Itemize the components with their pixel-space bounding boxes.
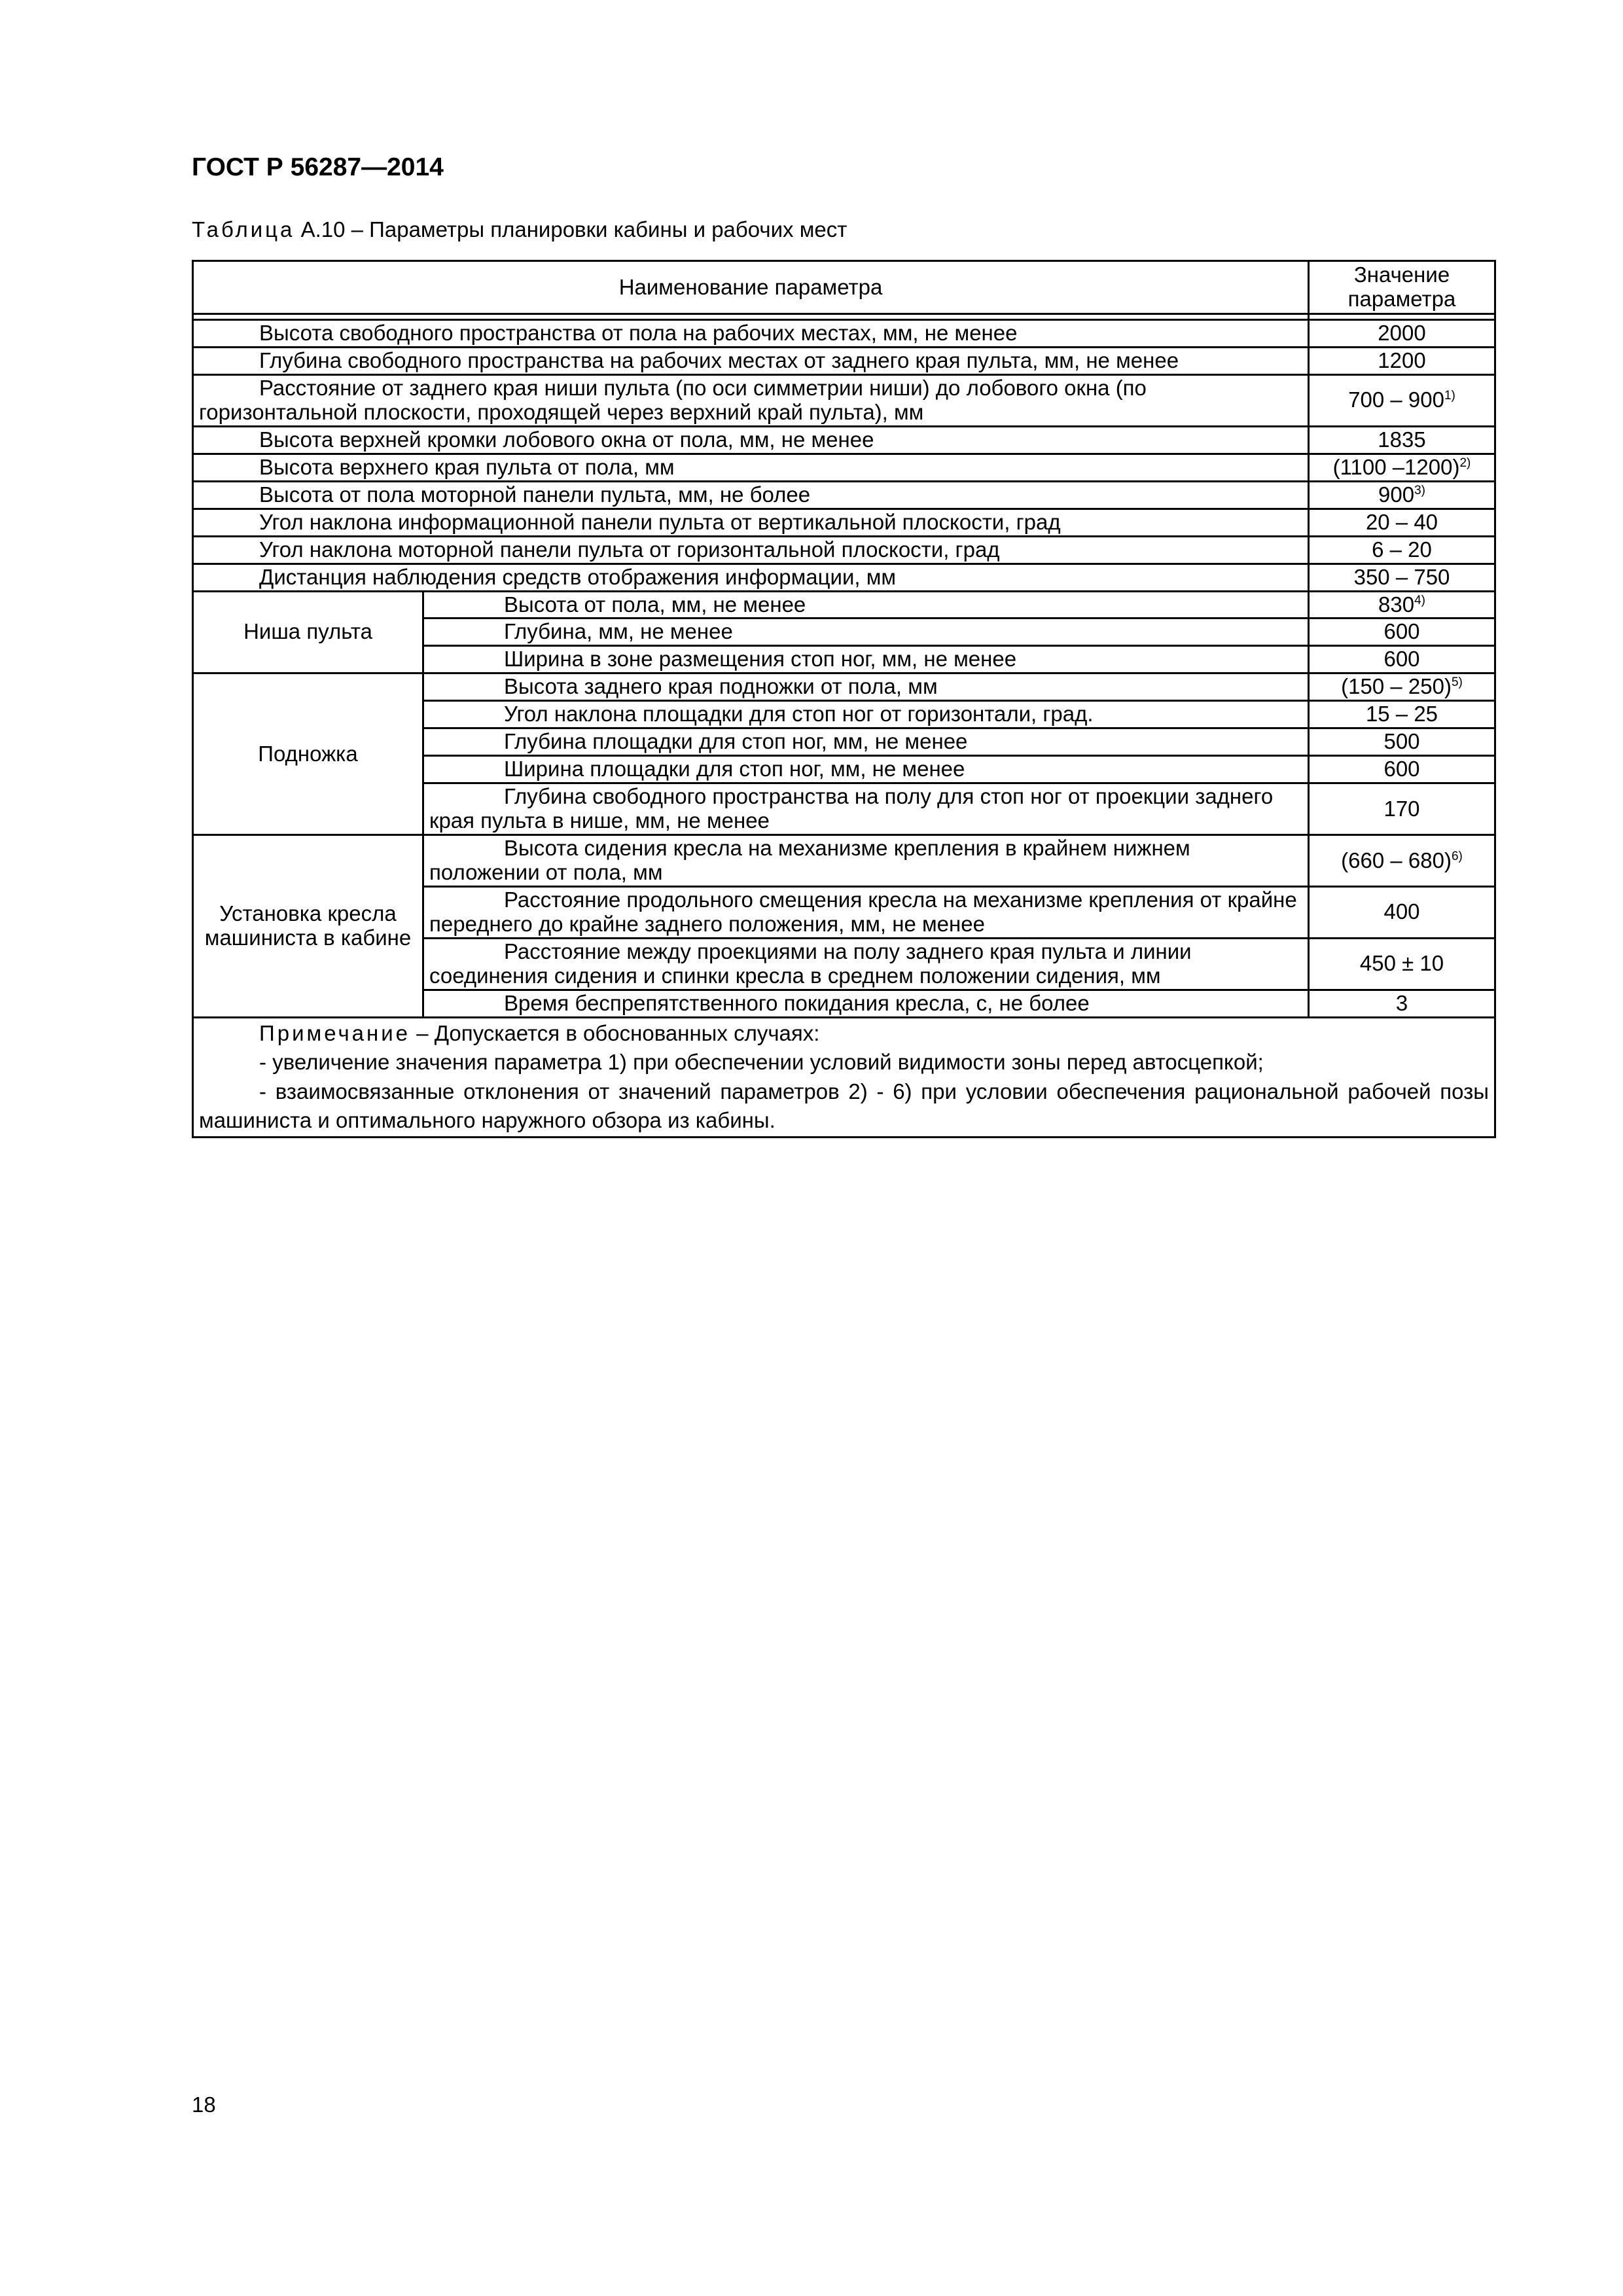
- column-header-value: Значение параметра: [1309, 261, 1495, 314]
- document-header: ГОСТ Р 56287—2014: [192, 153, 444, 181]
- param-name: Высота верхнего края пульта от пола, мм: [193, 454, 1309, 481]
- param-name: Высота сидения кресла на механизме крепления в крайнем нижнем положении от пола, мм: [423, 835, 1309, 887]
- param-value: 600: [1309, 646, 1495, 673]
- table-row: [193, 835, 1495, 887]
- param-name: Расстояние от заднего края ниши пульта (по оси симметрии ниши) до лобового окна (по горизонтальной плоскости, проходящей через верхний край пульта), мм: [193, 374, 1309, 426]
- footnote-ref: 3): [1414, 483, 1425, 497]
- table-row: [193, 347, 1495, 374]
- param-value: 600: [1309, 756, 1495, 783]
- param-name: Высота от пола, мм, не менее: [423, 591, 1309, 619]
- footnote-ref: 6): [1451, 849, 1463, 863]
- param-value: 900$^{3)}$: [1309, 481, 1495, 509]
- group-title: Подножка: [193, 673, 423, 835]
- note-item: - увеличение значения параметра 1) при обеспечении условий видимости зоны перед автосцепкой;: [259, 1050, 1264, 1075]
- param-name: Высота свободного пространства от пола на рабочих местах, мм, не менее: [193, 320, 1309, 348]
- header-separator: [193, 314, 1495, 320]
- param-name: Угол наклона информационной панели пульта от вертикальной плоскости, град: [193, 509, 1309, 536]
- table-row: [193, 320, 1495, 348]
- param-name: Высота верхней кромки лобового окна от пола, мм, не менее: [193, 426, 1309, 454]
- param-value: 2000: [1309, 320, 1495, 348]
- table-note-row: [193, 1017, 1495, 1137]
- footnote-ref: 1): [1444, 389, 1455, 403]
- param-name: Ширина площадки для стоп ног, мм, не менее: [423, 756, 1309, 783]
- param-name: Угол наклона моторной панели пульта от горизонтальной плоскости, град: [193, 536, 1309, 564]
- param-name: Расстояние продольного смещения кресла на механизме крепления от крайне переднего до крайне заднего положения, мм, не менее: [423, 887, 1309, 939]
- param-name: Глубина свободного пространства на полу для стоп ног от проекции заднего края пульта в нише, мм, не менее: [423, 783, 1309, 835]
- table-row: [193, 564, 1495, 591]
- table-row: [193, 509, 1495, 536]
- table-row: [193, 481, 1495, 509]
- parameters-table: [192, 260, 1496, 1138]
- footnote-ref: 4): [1414, 593, 1425, 607]
- param-name: Глубина свободного пространства на рабочих местах от заднего края пульта, мм, не менее: [193, 347, 1309, 374]
- param-value: 6 – 20: [1309, 536, 1495, 564]
- param-value: (150 – 250)$^{5)}$: [1309, 673, 1495, 701]
- table-header-row: [193, 261, 1495, 314]
- param-value: 450 ± 10: [1309, 938, 1495, 990]
- param-value: 1200: [1309, 347, 1495, 374]
- param-name: Время беспрепятственного покидания кресла, с, не более: [423, 990, 1309, 1017]
- param-value: 15 – 25: [1309, 701, 1495, 728]
- param-value: 600: [1309, 619, 1495, 646]
- param-value: 3: [1309, 990, 1495, 1017]
- note-intro: Примечание – Допускается в обоснованных случаях:: [259, 1020, 820, 1045]
- param-value: 170: [1309, 783, 1495, 835]
- param-value: 830$^{4)}$: [1309, 591, 1495, 619]
- param-value: 400: [1309, 887, 1495, 939]
- note-label: Примечание: [259, 1020, 411, 1045]
- param-value: (660 – 680)$^{6)}$: [1309, 835, 1495, 887]
- footnote-ref: 5): [1451, 675, 1463, 690]
- param-value: 500: [1309, 728, 1495, 756]
- param-name: Ширина в зоне размещения стоп ног, мм, не менее: [423, 646, 1309, 673]
- column-header-name: Наименование параметра: [193, 261, 1309, 314]
- param-name: Высота заднего края подножки от пола, мм: [423, 673, 1309, 701]
- param-name: Угол наклона площадки для стоп ног от горизонтали, град.: [423, 701, 1309, 728]
- param-value: 700 – 900$^{1)}$: [1309, 374, 1495, 426]
- param-value: 1835: [1309, 426, 1495, 454]
- table-caption-label: Таблица: [192, 217, 295, 242]
- table-row: [193, 591, 1495, 619]
- table-caption: [192, 217, 847, 242]
- param-name: Дистанция наблюдения средств отображения информации, мм: [193, 564, 1309, 591]
- param-value: 350 – 750: [1309, 564, 1495, 591]
- table-row: [193, 426, 1495, 454]
- param-name: Высота от пола моторной панели пульта, мм, не более: [193, 481, 1309, 509]
- page-number: 18: [192, 2092, 216, 2117]
- note-item: - взаимосвязанные отклонения от значений параметров 2) - 6) при условии обеспечения рациональной рабочей позы машиниста и оптимального наружного обзора из кабины.: [199, 1079, 1489, 1133]
- group-title: Установка кресла машиниста в кабине: [193, 835, 423, 1018]
- param-value: (1100 –1200)$^{2)}$: [1309, 454, 1495, 481]
- table-caption-text: А.10 – Параметры планировки кабины и рабочих мест: [300, 217, 847, 242]
- table-row: [193, 374, 1495, 426]
- param-name: Глубина площадки для стоп ног, мм, не менее: [423, 728, 1309, 756]
- param-name: Расстояние между проекциями на полу заднего края пульта и линии соединения сидения и спинки кресла в среднем положении сидения, мм: [423, 938, 1309, 990]
- table-note: [193, 1017, 1495, 1137]
- table-row: [193, 454, 1495, 481]
- footnote-ref: 2): [1459, 456, 1471, 470]
- table-row: [193, 673, 1495, 701]
- param-value: 20 – 40: [1309, 509, 1495, 536]
- table-row: [193, 536, 1495, 564]
- param-name: Глубина, мм, не менее: [423, 619, 1309, 646]
- group-title: Ниша пульта: [193, 591, 423, 673]
